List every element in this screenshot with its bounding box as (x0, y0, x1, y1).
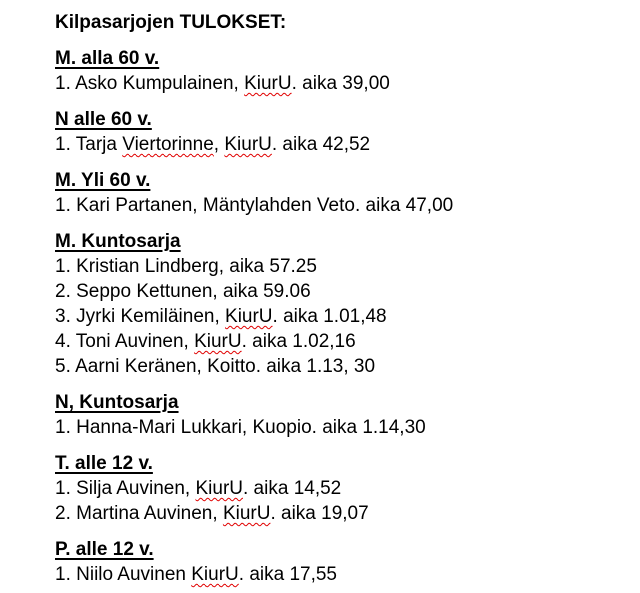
section-heading: M. Yli 60 v. (55, 170, 151, 191)
section-heading: M. alla 60 v. (55, 48, 160, 69)
result-line: 1. Niilo Auvinen KiurU. aika 17,55 (55, 564, 338, 585)
misspelled-word: KiurU (224, 134, 272, 155)
result-line: 1. Asko Kumpulainen, KiurU. aika 39,00 (55, 73, 390, 94)
misspelled-word: Viertorinne (122, 134, 214, 155)
misspelled-word: KiurU (244, 73, 292, 94)
result-line: 5. Aarni Keränen, Koitto. aika 1.13, 30 (55, 356, 376, 377)
result-line: 1. Silja Auvinen, KiurU. aika 14,52 (55, 478, 342, 499)
misspelled-word: KiurU (194, 331, 242, 352)
results-sections (55, 46, 630, 587)
result-line: 2. Martina Auvinen, KiurU. aika 19,07 (55, 503, 369, 524)
section-heading: N, Kuntosarja (55, 392, 179, 413)
result-line: 4. Toni Auvinen, KiurU. aika 1.02,16 (55, 331, 356, 352)
section-heading: T. alle 12 v. (55, 453, 153, 474)
result-line: 3. Jyrki Kemiläinen, KiurU. aika 1.01,48 (55, 306, 387, 327)
result-line: 1. Tarja Viertorinne, KiurU. aika 42,52 (55, 134, 371, 155)
misspelled-word: KiurU (222, 503, 271, 524)
page-title: Kilpasarjojen TULOKSET: (55, 12, 287, 33)
misspelled-word: KiurU (191, 564, 239, 585)
misspelled-word: KiurU (195, 478, 243, 499)
result-line: 1. Kristian Lindberg, aika 57.25 (55, 256, 317, 277)
result-line: 2. Seppo Kettunen, aika 59.06 (55, 281, 311, 302)
misspelled-word: KiurU (225, 306, 273, 327)
section-heading: P. alle 12 v. (55, 539, 154, 560)
result-line: 1. Kari Partanen, Mäntylahden Veto. aika 47,00 (55, 195, 454, 216)
section-heading: M. Kuntosarja (55, 231, 181, 252)
section-heading: N alle 60 v. (55, 109, 152, 130)
result-line: 1. Hanna-Mari Lukkari, Kuopio. aika 1.14,30 (55, 417, 426, 438)
